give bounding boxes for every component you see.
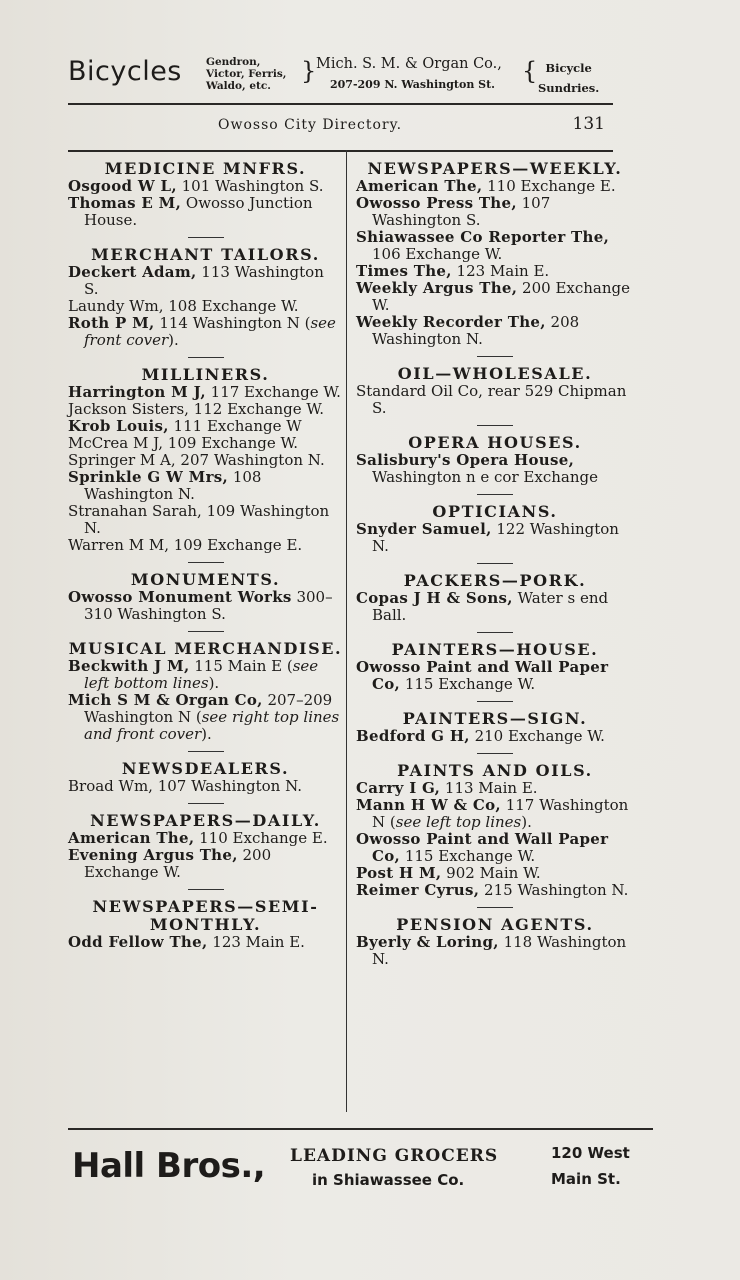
top-rule xyxy=(68,103,613,105)
page-number: 131 xyxy=(572,114,605,134)
section-heading: NEWSDEALERS. xyxy=(121,759,290,778)
entry-name: Owosso Paint and Wall Paper Co, xyxy=(356,658,609,693)
directory-entry xyxy=(356,314,634,348)
entry-details: 118 Washington N. xyxy=(372,933,627,968)
entry-name: Beckwith J M, xyxy=(68,657,190,675)
left-column xyxy=(68,160,343,951)
section-heading: MUSICAL MERCHANDISE. xyxy=(68,639,343,658)
ad-address-line2: Main St. xyxy=(551,1170,621,1188)
entry-tail: ). xyxy=(521,813,532,831)
section-heading: OIL—WHOLESALE. xyxy=(397,364,593,383)
section-heading: PAINTERS—HOUSE. xyxy=(391,640,599,659)
directory-entry xyxy=(356,728,634,745)
section-heading: OPTICIANS. xyxy=(432,502,558,521)
entry-reference-note: see right top lines and front cover xyxy=(84,708,340,743)
section-heading: MERCHANT TAILORS. xyxy=(91,245,320,264)
directory-entry xyxy=(68,537,343,554)
directory-entry xyxy=(68,264,343,298)
entry-details: 106 Exchange W. xyxy=(372,245,503,263)
ad-hall-bros-name: Hall Bros., xyxy=(72,1146,266,1186)
entry-name: Thomas E M, xyxy=(68,194,182,212)
entry-name: Deckert Adam, xyxy=(68,263,197,281)
entry-reference-note: see left bottom lines xyxy=(84,657,319,692)
entry-name: Times The, xyxy=(356,262,452,280)
section-heading: PAINTERS—SIGN. xyxy=(402,709,588,728)
entry-details: Warren M M, 109 Exchange E. xyxy=(68,536,303,554)
directory-entry xyxy=(68,847,343,881)
entry-details: 115 Exchange W. xyxy=(400,847,536,865)
directory-entry xyxy=(356,263,634,280)
directory-entry xyxy=(356,590,634,624)
section-heading: NEWSPAPERS—WEEKLY. xyxy=(367,159,623,178)
entry-name: Carry I G, xyxy=(356,779,441,797)
entry-details: 208 Washington N. xyxy=(372,313,580,348)
directory-entry xyxy=(356,178,634,195)
entry-details: 207–209 Washington N ( xyxy=(84,691,333,726)
section-separator xyxy=(188,357,224,358)
entry-name: Osgood W L, xyxy=(68,177,177,195)
entry-tail: ). xyxy=(168,331,179,349)
directory-entry xyxy=(356,934,634,968)
entry-name: Salisbury's Opera House, xyxy=(356,451,575,469)
directory-entry xyxy=(68,195,343,229)
section-heading: PAINTS AND OILS. xyxy=(397,761,593,780)
ad-tagline-grocers: LEADING GROCERS xyxy=(290,1146,499,1166)
section-separator xyxy=(188,631,224,632)
directory-entry xyxy=(356,797,634,831)
entry-name: Harrington M J, xyxy=(68,383,206,401)
section-heading: NEWSPAPERS—DAILY. xyxy=(90,811,321,830)
entry-details: Broad Wm, 107 Washington N. xyxy=(68,777,303,795)
directory-entry xyxy=(68,778,343,795)
entry-name: Owosso Monument Works xyxy=(68,588,292,606)
entry-details: 123 Main E. xyxy=(451,262,550,280)
directory-entry xyxy=(356,452,634,486)
ad-tagline-county: in Shiawassee Co. xyxy=(312,1171,465,1189)
entry-details: 200 Exchange W. xyxy=(372,279,631,314)
ad-bicycle-brands xyxy=(206,56,286,92)
directory-entry xyxy=(68,384,343,401)
directory-entry xyxy=(68,934,343,951)
section-separator xyxy=(188,803,224,804)
column-divider xyxy=(346,150,347,1112)
section-separator xyxy=(477,563,513,564)
directory-entry xyxy=(68,435,343,452)
top-advertisement xyxy=(68,54,613,100)
entry-details: 110 Exchange E. xyxy=(194,829,328,847)
directory-entry xyxy=(68,658,343,692)
section-heading: MEDICINE MNFRS. xyxy=(104,159,307,178)
entry-name: American The, xyxy=(68,829,195,847)
section-heading: MONUMENTS. xyxy=(130,570,281,589)
entry-details: 115 Main E ( xyxy=(189,657,293,675)
entry-details: 114 Washington N ( xyxy=(154,314,311,332)
directory-entry xyxy=(356,280,634,314)
directory-entry xyxy=(68,692,343,743)
section-separator xyxy=(477,753,513,754)
running-header xyxy=(68,114,613,138)
entry-reference-note: see front cover xyxy=(84,314,336,349)
entry-details: 113 Main E. xyxy=(440,779,538,797)
ad-sundries-line: Sundries. xyxy=(538,81,600,95)
ad-sundries xyxy=(538,58,599,98)
directory-entry xyxy=(68,830,343,847)
section-separator xyxy=(188,237,224,238)
directory-entry xyxy=(356,865,634,882)
directory-entry xyxy=(68,452,343,469)
ad-address-line1: 120 West xyxy=(551,1144,630,1162)
entry-details: 110 Exchange E. xyxy=(482,177,616,195)
entry-name: Reimer Cyrus, xyxy=(356,881,480,899)
section-separator xyxy=(477,425,513,426)
section-separator xyxy=(188,889,224,890)
directory-entry xyxy=(356,882,634,899)
header-rule xyxy=(68,150,613,152)
directory-entry xyxy=(356,659,634,693)
entry-details: Stranahan Sarah, 109 Washington N. xyxy=(68,502,330,537)
entry-name: Copas J H & Sons, xyxy=(356,589,513,607)
directory-entry xyxy=(356,383,634,417)
bottom-rule xyxy=(68,1128,653,1130)
directory-entry xyxy=(356,780,634,797)
entry-name: Mich S M & Organ Co, xyxy=(68,691,263,709)
entry-details: 113 Washington S. xyxy=(84,263,324,298)
section-heading: PACKERS—PORK. xyxy=(403,571,587,590)
entry-name: Shiawassee Co Reporter The, xyxy=(356,228,610,246)
entry-tail: ). xyxy=(208,674,220,692)
directory-entry xyxy=(356,831,634,865)
entry-reference-note: see left top lines xyxy=(395,813,522,831)
directory-entry xyxy=(68,298,343,315)
entry-details: Springer M A, 207 Washington N. xyxy=(68,451,325,469)
entry-details: 215 Washington N. xyxy=(479,881,629,899)
entry-name: Krob Louis, xyxy=(68,417,169,435)
ad-brand-line: Gendron, xyxy=(206,56,261,68)
entry-name: Weekly Argus The, xyxy=(356,279,518,297)
directory-entry xyxy=(68,469,343,503)
section-separator xyxy=(477,356,513,357)
entry-details: 210 Exchange W. xyxy=(469,727,605,745)
directory-entry xyxy=(68,315,343,349)
entry-details: Washington n e cor Exchange xyxy=(372,468,598,486)
entry-name: Odd Fellow The, xyxy=(68,933,208,951)
brace-left: } xyxy=(301,57,317,85)
entry-details: 122 Washington N. xyxy=(372,520,619,555)
section-heading: NEWSPAPERS—SEMI-MONTHLY. xyxy=(92,897,319,934)
directory-entry xyxy=(356,521,634,555)
section-heading: PENSION AGENTS. xyxy=(396,915,594,934)
directory-entry xyxy=(356,195,634,229)
section-separator xyxy=(188,751,224,752)
ad-brand-line: Victor, Ferris, xyxy=(206,68,287,80)
section-separator xyxy=(477,494,513,495)
entry-details: 902 Main W. xyxy=(441,864,541,882)
section-heading: OPERA HOUSES. xyxy=(408,433,582,452)
entry-details: 117 Washington N ( xyxy=(372,796,629,831)
entry-details: 200 Exchange W. xyxy=(84,846,272,881)
entry-name: Evening Argus The, xyxy=(68,846,238,864)
entry-details: Jackson Sisters, 112 Exchange W. xyxy=(68,400,324,418)
entry-name: Byerly & Loring, xyxy=(356,933,499,951)
entry-details: 300–310 Washington S. xyxy=(84,588,333,623)
entry-name: Weekly Recorder The, xyxy=(356,313,546,331)
entry-details: 117 Exchange W. xyxy=(205,383,341,401)
entry-details: Standard Oil Co, rear 529 Chipman S. xyxy=(356,382,627,417)
section-separator xyxy=(477,907,513,908)
directory-entry xyxy=(68,418,343,435)
entry-name: Owosso Paint and Wall Paper Co, xyxy=(356,830,609,865)
ad-company-name: Mich. S. M. & Organ Co., xyxy=(316,56,502,72)
directory-entry xyxy=(68,503,343,537)
ad-bicycles-title: Bicycles xyxy=(68,56,182,87)
section-separator xyxy=(477,701,513,702)
entry-name: Snyder Samuel, xyxy=(356,520,492,538)
entry-name: American The, xyxy=(356,177,483,195)
bottom-advertisement xyxy=(68,1138,658,1198)
entry-details: Owosso Junction House. xyxy=(84,194,313,229)
entry-tail: ). xyxy=(201,725,212,743)
brace-right: { xyxy=(522,57,538,85)
entry-details: Laundy Wm, 108 Exchange W. xyxy=(68,297,299,315)
directory-entry xyxy=(356,229,634,263)
entry-details: 108 Washington N. xyxy=(84,468,262,503)
directory-entry xyxy=(68,401,343,418)
page-title: Owosso City Directory. xyxy=(218,117,403,133)
entry-details: 107 Washington S. xyxy=(372,194,551,229)
entry-name: Mann H W & Co, xyxy=(356,796,501,814)
entry-name: Bedford G H, xyxy=(356,727,470,745)
directory-entry xyxy=(68,178,343,195)
entry-details: 111 Exchange W xyxy=(168,417,302,435)
section-separator xyxy=(477,632,513,633)
section-heading: MILLINERS. xyxy=(141,365,270,384)
ad-brand-line: Waldo, etc. xyxy=(206,80,271,92)
entry-name: Sprinkle G W Mrs, xyxy=(68,468,229,486)
directory-entry xyxy=(68,589,343,623)
entry-name: Post H M, xyxy=(356,864,442,882)
entry-name: Roth P M, xyxy=(68,314,155,332)
section-separator xyxy=(188,562,224,563)
entry-details: Water s end Ball. xyxy=(372,589,609,624)
right-column xyxy=(356,160,634,968)
ad-company-address: 207-209 N. Washington St. xyxy=(330,78,496,91)
entry-details: McCrea M J, 109 Exchange W. xyxy=(68,434,299,452)
entry-details: 115 Exchange W. xyxy=(400,675,536,693)
ad-sundries-line: Bicycle xyxy=(545,61,592,75)
entry-name: Owosso Press The, xyxy=(356,194,517,212)
entry-details: 123 Main E. xyxy=(207,933,305,951)
entry-details: 101 Washington S. xyxy=(176,177,324,195)
